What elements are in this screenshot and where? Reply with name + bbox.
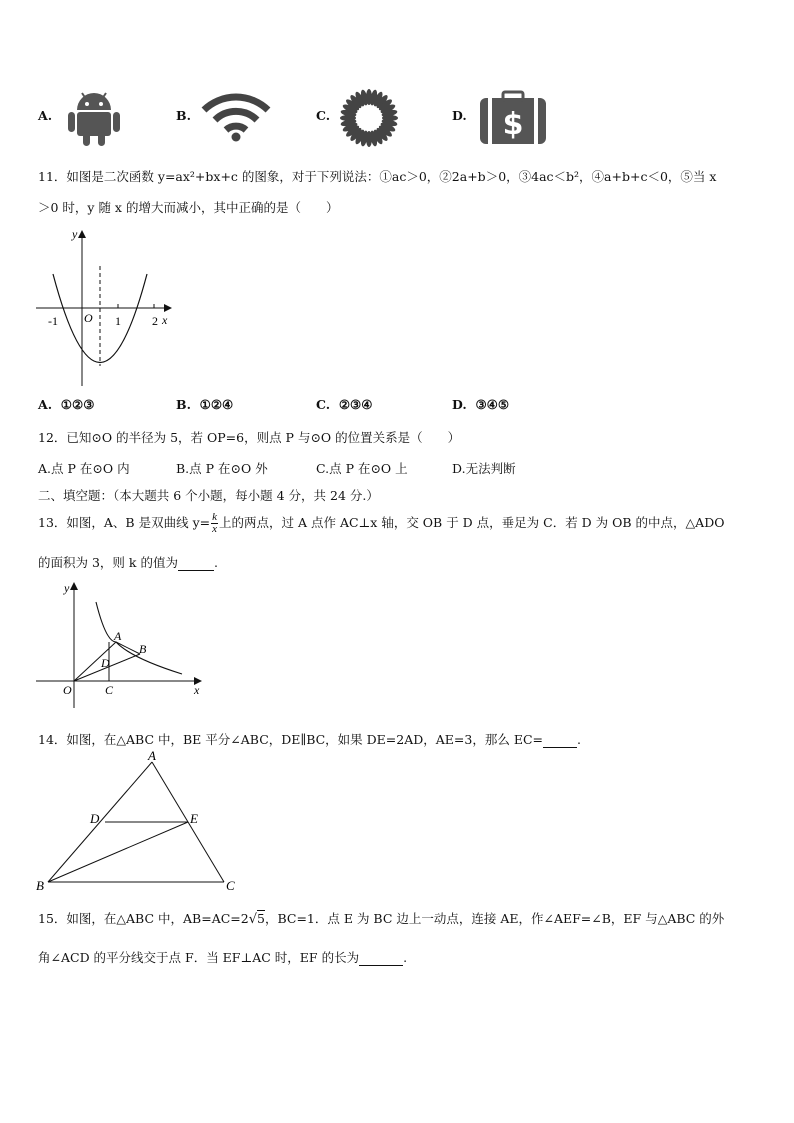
q14-answer-blank bbox=[543, 732, 577, 748]
sunburst-icon bbox=[336, 88, 402, 148]
q11-option-a: A. ①②③ bbox=[38, 397, 95, 412]
svg-text:$: $ bbox=[502, 107, 524, 142]
money-bag-icon bbox=[478, 90, 548, 144]
svg-text:C: C bbox=[105, 683, 114, 697]
q11-graph-y: y bbox=[72, 227, 78, 241]
q13-stem-line2: 的面积为 3，则 k 的值为 . bbox=[38, 555, 218, 570]
q11-option-d: D. ③④⑤ bbox=[452, 397, 510, 412]
q14-triangle-graph bbox=[36, 748, 246, 893]
q11-option-b: B. ①②④ bbox=[176, 397, 234, 412]
section-2-title: 二、填空题：（本大题共 6 个小题，每小题 4 分，共 24 分.） bbox=[38, 488, 379, 503]
q12-option-a: A.点 P 在⊙O 内 bbox=[38, 461, 130, 476]
q10-option-b-label: B. bbox=[176, 108, 191, 123]
q11-option-c: C. ②③④ bbox=[316, 397, 373, 412]
svg-text:y: y bbox=[64, 581, 70, 595]
svg-text:A: A bbox=[148, 748, 156, 763]
q15-answer-blank bbox=[359, 950, 403, 966]
svg-text:B: B bbox=[36, 878, 44, 893]
q15-stem-line1: 15．如图，在△ABC 中，AB=AC=2√5，BC=1．点 E 为 BC 边上一动点，连接 AE，作∠AEF=∠B，EF 与△ABC 的外 bbox=[38, 911, 725, 927]
q13-answer-blank bbox=[178, 555, 214, 571]
svg-text:E: E bbox=[190, 811, 198, 826]
svg-text:A: A bbox=[114, 629, 122, 643]
svg-text:O: O bbox=[63, 683, 72, 697]
wifi-icon bbox=[200, 92, 272, 142]
q11-graph-1: 1 bbox=[115, 314, 121, 328]
q12-option-d: D.无法判断 bbox=[452, 461, 516, 476]
q15-stem-line2: 角∠ACD 的平分线交于点 F．当 EF⊥AC 时，EF 的长为 . bbox=[38, 950, 408, 965]
q10-option-d-label: D. bbox=[452, 108, 467, 123]
android-icon bbox=[68, 88, 120, 146]
sqrt-symbol: √ bbox=[248, 912, 258, 927]
q13-hyperbola-graph bbox=[36, 580, 206, 710]
q14-stem: 14．如图，在△ABC 中，BE 平分∠ABC，DE∥BC，如果 DE=2AD，AE=3，那么 EC= . bbox=[38, 732, 581, 747]
q11-graph-x: x bbox=[162, 313, 168, 327]
q13-stem-line1: 13．如图，A、B 是双曲线 y= $\frac{k}{x}$ 上的两点，过 A 点作 AC⊥x 轴，交 OB 于 D 点，垂足为 C．若 D 为 OB 的中点，△ADO bbox=[38, 511, 725, 535]
q12-option-c: C.点 P 在⊙O 上 bbox=[316, 461, 408, 476]
svg-text:D: D bbox=[101, 656, 110, 670]
svg-text:D: D bbox=[90, 811, 100, 826]
q11-graph-m1: -1 bbox=[48, 314, 58, 328]
q10-option-a-label: A. bbox=[38, 108, 53, 123]
svg-text:C: C bbox=[226, 878, 235, 893]
q11-stem-line1: 11．如图是二次函数 y=ax²+bx+c 的图象，对于下列说法：①ac＞0，②2a+b＞0，③4ac＜b²，④a+b+c＜0，⑤当 x bbox=[38, 169, 717, 184]
q11-graph-o: O bbox=[84, 311, 93, 325]
q13-fraction: $\frac{k}{x}$ bbox=[212, 511, 217, 535]
q10-option-c-label: C. bbox=[316, 108, 331, 123]
q12-stem: 12．已知⊙O 的半径为 5，若 OP=6，则点 P 与⊙O 的位置关系是（ ） bbox=[38, 430, 461, 445]
q11-parabola-graph bbox=[36, 226, 176, 386]
q12-option-b: B.点 P 在⊙O 外 bbox=[176, 461, 268, 476]
svg-text:x: x bbox=[194, 683, 200, 697]
svg-text:B: B bbox=[139, 642, 147, 656]
q11-stem-line2: ＞0 时，y 随 x 的增大而减小，其中正确的是（ ） bbox=[38, 200, 339, 215]
q11-graph-2: 2 bbox=[152, 314, 158, 328]
